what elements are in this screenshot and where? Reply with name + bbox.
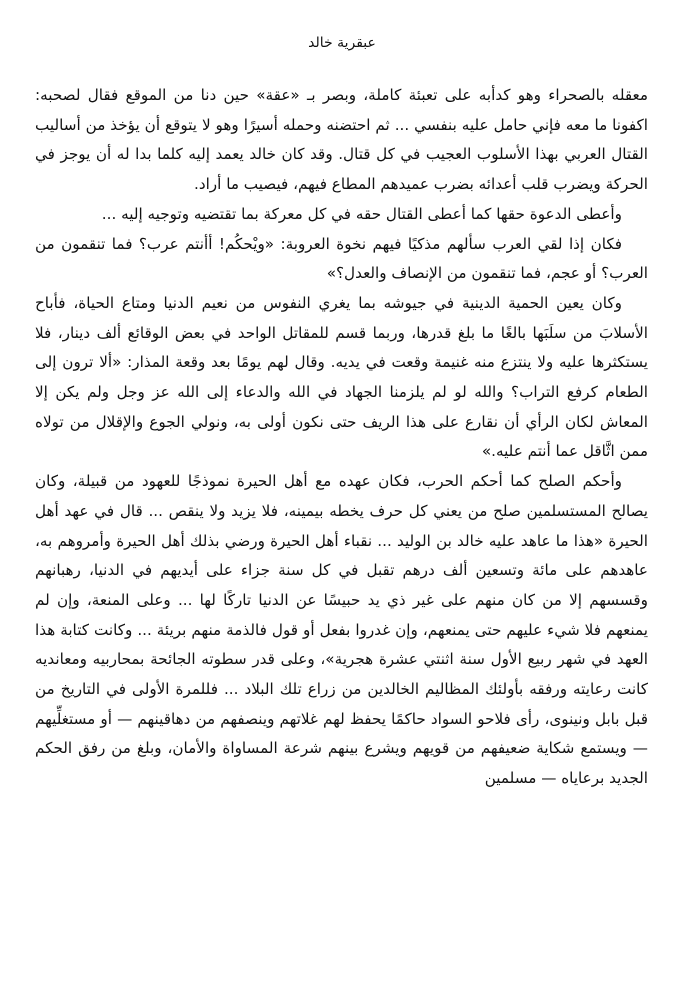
paragraph: وأحكم الصلح كما أحكم الحرب، فكان عهده مع أهل الحيرة نموذجًا للعهود من قبيلة، وكان يصالح المستسلمين صلح من يعني كل حرف يخطه بيمينه، فلا يزيد ولا ينقص ... قال في عهد أهل الحيرة «هذا ما عاهد عليه خالد بن الوليد ... نقباء أهل الحيرة ورضي بذلك أهل الحيرة وأمروهم به، عاهدهم على مائة وتسعين ألف درهم تقبل في كل سنة جزاء على أيديهم في الدنيا، رهبانهم وقسسهم إلا من كان منهم على غير ذي يد حبيسًا عن الدنيا تاركًا لها ... وعلى المنعة، وإن لم يمنعهم فلا شيء عليهم حتى يمنعهم، وإن غدروا بفعل أو قول فالذمة منهم بريئة ... وكانت كتابة هذا العهد في شهر ربيع الأول سنة اثنتي عشرة هجرية»، وعلى قدر سطوته الجائحة بمحاربيه ومعانديه كانت رعايته ورفقه بأولئك المظاليم الخالدين من زراع تلك البلاد ... فللمرة الأولى في التاريخ من قبل بابل ونينوى، رأى فلاحو السواد حاكمًا يحفظ لهم غلاتهم وينصفهم من دهاقينهم — أو مستغلِّيهم — ويستمع شكاية ضعيفهم من قويهم ويشرع بينهم شرعة المساواة والأمان، وبلغ من رفق الحكم الجديد برعاياه — مسلمين (35, 472, 648, 788)
running-header: عبقرية خالد (308, 35, 376, 51)
paragraph: وكان يعين الحمية الدينية في جيوشه بما يغري النفوس من نعيم الدنيا ومتاع الحياة، فأباح الأسلابَ من سلَبَها بالغًا ما بلغ قدرها، وربما قسم للمقاتل الواحد في بعض الوقائع ألف دينار، فلا يستكثرها عليه ولا ينتزع منه غنيمة وقعت في يديه. وقال لهم يومًا بعد وقعة المذار: «ألا ترون إلى الطعام كرفع التراب؟ والله لو لم يلزمنا الجهاد في الله والدعاء إلى الله عز وجل ولم يكن إلا المعاش لكان الرأي أن نقارع على هذا الريف حتى نكون أولى به، ونولي الجوع والإقلال من تولاه ممن اثَّاقل عما أنتم عليه.» (35, 293, 648, 461)
paragraph: معقله بالصحراء وهو كدأبه على تعبئة كاملة، وبصر بـ «عقة» حين دنا من الموقع فقال لصحبه: اكفونا ما معه فإني حامل عليه بنفسي ... ثم احتضنه وحمله أسيرًا وهو لا يتوقع أن يؤخذ من أساليب القتال العربي بهذا الأسلوب العجيب في كل قتال. وقد كان خالد يعمد إليه كلما بدا له أن يوجز في الحركة ويضرب قلب أعدائه بضرب عميدهم المطاع فيهم، فيصيب ما أراد. (35, 86, 648, 194)
paragraph: فكان إذا لقي العرب سألهم مذكيًا فيهم نخوة العروبة: «ويْحكُم! أأنتم عرب؟ فما تنقمون من العرب؟ أو عجم، فما تنقمون من الإنصاف والعدل؟» (35, 234, 648, 283)
paragraph: وأعطى الدعوة حقها كما أعطى القتال حقه في كل معركة بما تقتضيه وتوجيه إليه ... (101, 204, 622, 223)
body-text (35, 81, 648, 794)
